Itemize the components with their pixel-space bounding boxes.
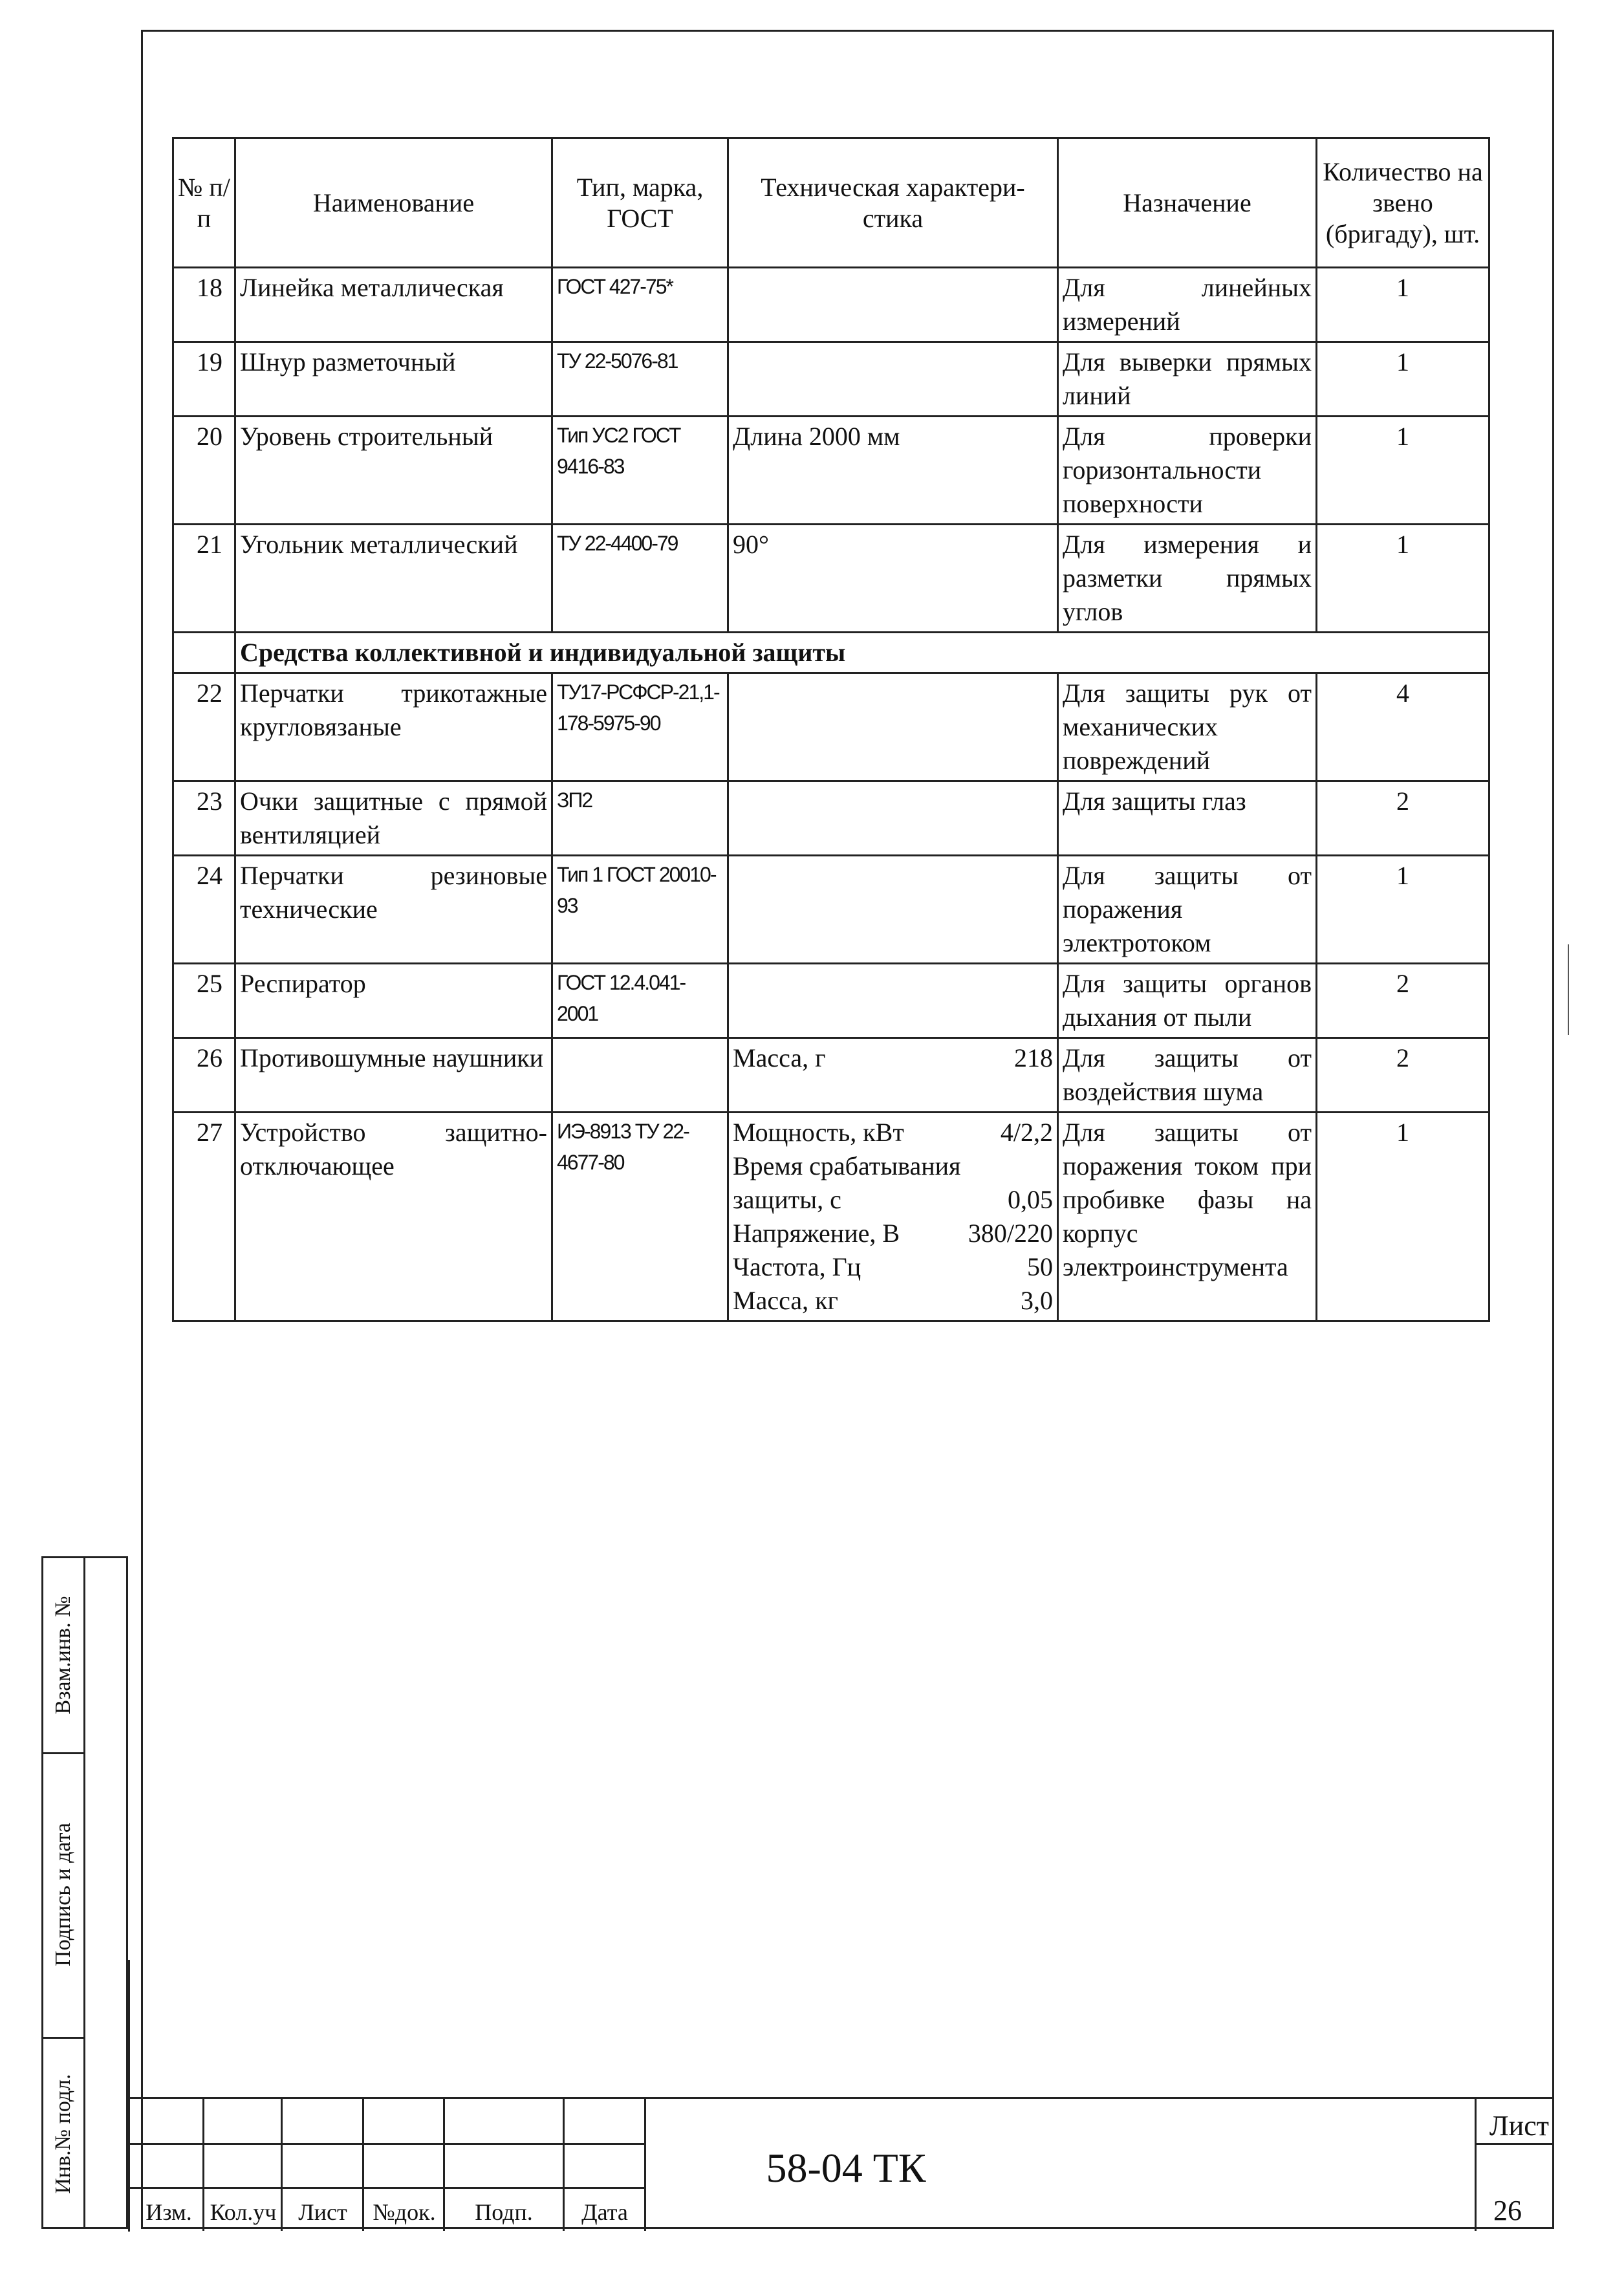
spec-key: Масса, г: [733, 1043, 826, 1072]
row-name: Уровень строительный: [235, 417, 552, 525]
scan-edge-mark: [1568, 944, 1569, 1035]
row-type: ЗП2: [552, 781, 728, 856]
table-row: [173, 525, 1489, 633]
spec-key: Масса, кг: [733, 1286, 838, 1315]
section-row: [173, 633, 1489, 673]
row-type: ГОСТ 12.4.041-2001: [552, 964, 728, 1038]
side-vzam-label: Взам.инв. №: [51, 1596, 75, 1715]
row-type: ГОСТ 427-75*: [552, 268, 728, 342]
table-row: [173, 856, 1489, 964]
row-spec: [728, 781, 1058, 856]
row-name: Линейка металлическая: [235, 268, 552, 342]
row-qty: 1: [1317, 1113, 1489, 1321]
side-vzam-section: [43, 1558, 83, 1754]
table-row: [173, 268, 1489, 342]
row-spec: [728, 268, 1058, 342]
row-name: Респиратор: [235, 964, 552, 1038]
table-row: [173, 1113, 1489, 1321]
table-row: [173, 964, 1489, 1038]
spec-pair: [733, 1250, 1053, 1284]
row-num: 25: [173, 964, 235, 1038]
side-podpis-section: [43, 1752, 83, 2039]
row-name: Очки защитные с прямой вентиляцией: [235, 781, 552, 856]
row-name: Шнур разметочный: [235, 342, 552, 417]
row-type: ТУ 22-4400-79: [552, 525, 728, 633]
stamp-ndok: №док.: [373, 2199, 436, 2225]
row-purpose: Для защиты от поражения током при пробивке фазы на корпус электроинструмента: [1058, 1113, 1317, 1321]
row-num: 22: [173, 673, 235, 781]
spec-value: 50: [1027, 1252, 1053, 1281]
row-num: 26: [173, 1038, 235, 1113]
spec-key: Частота, Гц: [733, 1252, 861, 1281]
row-purpose: Для проверки горизонтальности поверхности: [1058, 417, 1317, 525]
row-spec: [728, 673, 1058, 781]
row-name: Противошумные наушники: [235, 1038, 552, 1113]
row-name: Перчатки трикотажные кругловязаные: [235, 673, 552, 781]
row-spec: [728, 1038, 1058, 1113]
table-row: [173, 673, 1489, 781]
spec-key: Время срабатывания: [733, 1151, 961, 1180]
spec-pair: [733, 1183, 1053, 1217]
row-type: ТУ17-РСФСР-21,1-178-5975-90: [552, 673, 728, 781]
header-type: Тип, марка, ГОСТ: [552, 138, 728, 268]
table-row: [173, 781, 1489, 856]
side-podpis-label: Подпись и дата: [51, 1823, 75, 1966]
row-num: 19: [173, 342, 235, 417]
document-code: 58-04 ТК: [766, 2145, 926, 2191]
row-spec: [728, 856, 1058, 964]
stamp-kol: Кол.уч: [210, 2199, 277, 2225]
row-num: 18: [173, 268, 235, 342]
spec-value: 218: [1014, 1043, 1053, 1072]
section-title: Средства коллективной и индивидуальной защиты: [235, 633, 1489, 673]
row-name: Устройство защитно-отключающее: [235, 1113, 552, 1321]
row-purpose: Для выверки прямых линий: [1058, 342, 1317, 417]
row-num: 24: [173, 856, 235, 964]
title-block: [128, 2097, 1554, 2231]
header-spec: Техническая характери-стика: [728, 138, 1058, 268]
row-spec: [728, 342, 1058, 417]
row-qty: 2: [1317, 1038, 1489, 1113]
spec-value: 380/220: [968, 1219, 1053, 1248]
row-qty: 1: [1317, 417, 1489, 525]
stamp-list: Лист: [298, 2199, 347, 2225]
row-purpose: Для защиты органов дыхания от пыли: [1058, 964, 1317, 1038]
table-row: [173, 342, 1489, 417]
spec-pair: [733, 1284, 1053, 1318]
row-purpose: Для измерения и разметки прямых углов: [1058, 525, 1317, 633]
table-row: [173, 1038, 1489, 1113]
header-name: Наименование: [235, 138, 552, 268]
equipment-table: [172, 137, 1490, 1322]
row-qty: 2: [1317, 964, 1489, 1038]
row-type: Тип 1 ГОСТ 20010-93: [552, 856, 728, 964]
row-qty: 4: [1317, 673, 1489, 781]
stamp-izm: Изм.: [146, 2199, 192, 2225]
header-qty: Количество на звено (бригаду), шт.: [1317, 138, 1489, 268]
row-qty: 1: [1317, 268, 1489, 342]
row-spec: [728, 964, 1058, 1038]
header-num: № п/п: [173, 138, 235, 268]
row-purpose: Для линейных измерений: [1058, 268, 1317, 342]
section-num-cell: [173, 633, 235, 673]
sheet-number: 26: [1493, 2195, 1522, 2226]
spec-pair: [733, 1041, 1053, 1075]
table-row: [173, 417, 1489, 525]
row-num: 23: [173, 781, 235, 856]
spec-value: 4/2,2: [1000, 1118, 1053, 1147]
side-stamp: [41, 1556, 128, 2229]
side-inv-label: Инв.№ подл.: [51, 2074, 75, 2194]
spec-key: защиты, с: [733, 1185, 841, 1214]
row-num: 21: [173, 525, 235, 633]
row-num: 27: [173, 1113, 235, 1321]
row-purpose: Для защиты рук от механических повреждений: [1058, 673, 1317, 781]
table-header-row: [173, 138, 1489, 268]
row-type: Тип УС2 ГОСТ 9416-83: [552, 417, 728, 525]
spec-value: 0,05: [1008, 1185, 1053, 1214]
row-type: ТУ 22-5076-81: [552, 342, 728, 417]
spec-value: 3,0: [1021, 1286, 1053, 1315]
row-qty: 1: [1317, 525, 1489, 633]
row-qty: 1: [1317, 342, 1489, 417]
spec-pair: [733, 1116, 1053, 1149]
spec-pair: [733, 1149, 1053, 1183]
row-type: ИЭ-8913 ТУ 22-4677-80: [552, 1113, 728, 1321]
row-qty: 1: [1317, 856, 1489, 964]
spec-key: Мощность, кВт: [733, 1118, 904, 1147]
spec-pair: [733, 1217, 1053, 1250]
row-spec: [728, 1113, 1058, 1321]
stamp-podp: Подп.: [475, 2199, 533, 2225]
row-purpose: Для защиты от поражения электротоком: [1058, 856, 1317, 964]
sheet-label: Лист: [1489, 2110, 1549, 2142]
side-stamp-titles: [43, 1558, 85, 2227]
row-spec: 90°: [728, 525, 1058, 633]
stamp-data: Дата: [581, 2199, 628, 2225]
row-name: Перчатки резиновые технические: [235, 856, 552, 964]
side-inv-section: [43, 2037, 83, 2231]
row-num: 20: [173, 417, 235, 525]
row-spec: Длина 2000 мм: [728, 417, 1058, 525]
row-purpose: Для защиты от воздействия шума: [1058, 1038, 1317, 1113]
spec-key: Напряжение, В: [733, 1219, 900, 1248]
row-purpose: Для защиты глаз: [1058, 781, 1317, 856]
row-type: [552, 1038, 728, 1113]
row-name: Угольник металлический: [235, 525, 552, 633]
row-qty: 2: [1317, 781, 1489, 856]
header-purpose: Назначение: [1058, 138, 1317, 268]
